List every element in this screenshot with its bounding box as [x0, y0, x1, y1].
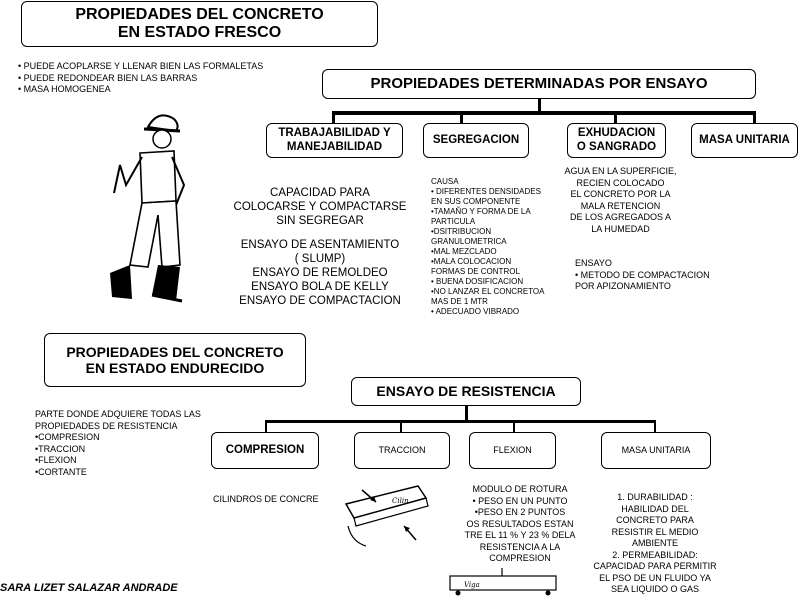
workability-label: TRABAJABILIDAD Y MANEJABILIDAD — [278, 127, 391, 153]
hardened-desc: PARTE DONDE ADQUIERE TODAS LAS PROPIEDADES DE RESISTENCIA •COMPRESION •TRACCION •FLEXION •CORTANTE — [35, 409, 201, 477]
tests-title-box — [322, 69, 756, 99]
bleeding-trial: ENSAYO • METODO DE COMPACTACION POR APIZONAMIENTO — [575, 258, 710, 291]
resistance-title: ENSAYO DE RESISTENCIA — [376, 383, 556, 400]
compression-desc: CILINDROS DE CONCRE — [213, 494, 319, 504]
bleeding-label: EXHUDACION O SANGRADO — [576, 127, 657, 153]
fresh-title-box — [21, 1, 378, 47]
resistance-unit-mass-box — [601, 432, 711, 469]
resistance-connector-horizontal — [265, 420, 655, 423]
traction-box — [354, 432, 450, 469]
workability-box — [266, 123, 403, 158]
unit-mass-box — [691, 123, 798, 158]
traction-sketch-text: Cilin — [392, 497, 409, 505]
segregation-causes: CAUSA • DIFERENTES DENSIDADES EN SUS COMPONENTE •TAMAÑO Y FORMA DE LA PARTICULA •DSITRIBUCION GRANULOMETRICA •MAL MEZCLADO •MALA COLOCACION FORMAS DE CONTROL • BUENA DOSIFICACION •NO LANZAR EL CONCRETOA MAS DE 1 MTR • ADECUADO VIBRADO — [431, 177, 545, 316]
tests-connector-horizontal — [332, 111, 756, 115]
tests-title: PROPIEDADES DETERMINADAS POR ENSAYO — [370, 75, 708, 93]
compression-box — [211, 432, 319, 469]
segregation-box — [423, 123, 529, 158]
flexion-desc: MODULO DE ROTURA • PESO EN UN PUNTO •PESO EN 2 PUNTOS OS RESULTADOS ESTAN TRE EL 11 % Y 23 % DELA RESISTENCIA A LA COMPRESION — [464, 484, 576, 563]
unit-mass-label: MASA UNITARIA — [699, 133, 790, 146]
traction-label: TRACCION — [378, 445, 426, 456]
compression-label: COMPRESION — [225, 443, 305, 456]
flexion-label: FLEXION — [493, 445, 532, 456]
author-name: SARA LIZET SALAZAR ANDRADE — [0, 582, 178, 594]
bleeding-box — [567, 123, 666, 158]
hardened-title: PROPIEDADES DEL CONCRETO EN ESTADO ENDURECIDO — [66, 343, 284, 376]
workability-trials: ENSAYO DE ASENTAMIENTO ( SLUMP) ENSAYO DE REMOLDEO ENSAYO BOLA DE KELLY ENSAYO DE COMPACTACION — [239, 239, 401, 307]
workability-desc: CAPACIDAD PARA COLOCARSE Y COMPACTARSE SIN SEGREGAR — [233, 187, 407, 227]
fresh-bullets: • PUEDE ACOPLARSE Y LLENAR BIEN LAS FORMALETAS • PUEDE REDONDEAR BIEN LAS BARRAS • MASA HOMOGENEA — [18, 61, 264, 94]
flexion-beam-sketch-icon — [444, 568, 562, 598]
resistance-unit-mass-label: MASA UNITARIA — [621, 445, 691, 456]
fresh-title: PROPIEDADES DEL CONCRETO EN ESTADO FRESCO — [75, 5, 324, 41]
hardened-title-box — [44, 333, 306, 387]
resistance-title-box — [351, 377, 581, 406]
segregation-label: SEGREGACION — [432, 133, 520, 146]
flexion-sketch-text: Viga — [464, 581, 480, 589]
flexion-box — [469, 432, 556, 469]
resistance-unit-mass-desc: 1. DURABILIDAD : HABILIDAD DEL CONCRETO PARA RESISTIR EL MEDIO AMBIENTE 2. PERMEABILIDAD: CAPACIDAD PARA PERMITIR EL PSO DE UN FLUIDO YA SEA LIQUIDO O GAS — [593, 492, 717, 594]
construction-worker-icon — [100, 105, 190, 315]
traction-sketch-icon — [332, 476, 444, 556]
bleeding-desc: AGUA EN LA SUPERFICIE, RECIEN COLOCADO EL CONCRETO POR LA MALA RETENCION DE LOS AGREGADOS A LA HUMEDAD — [564, 166, 677, 234]
